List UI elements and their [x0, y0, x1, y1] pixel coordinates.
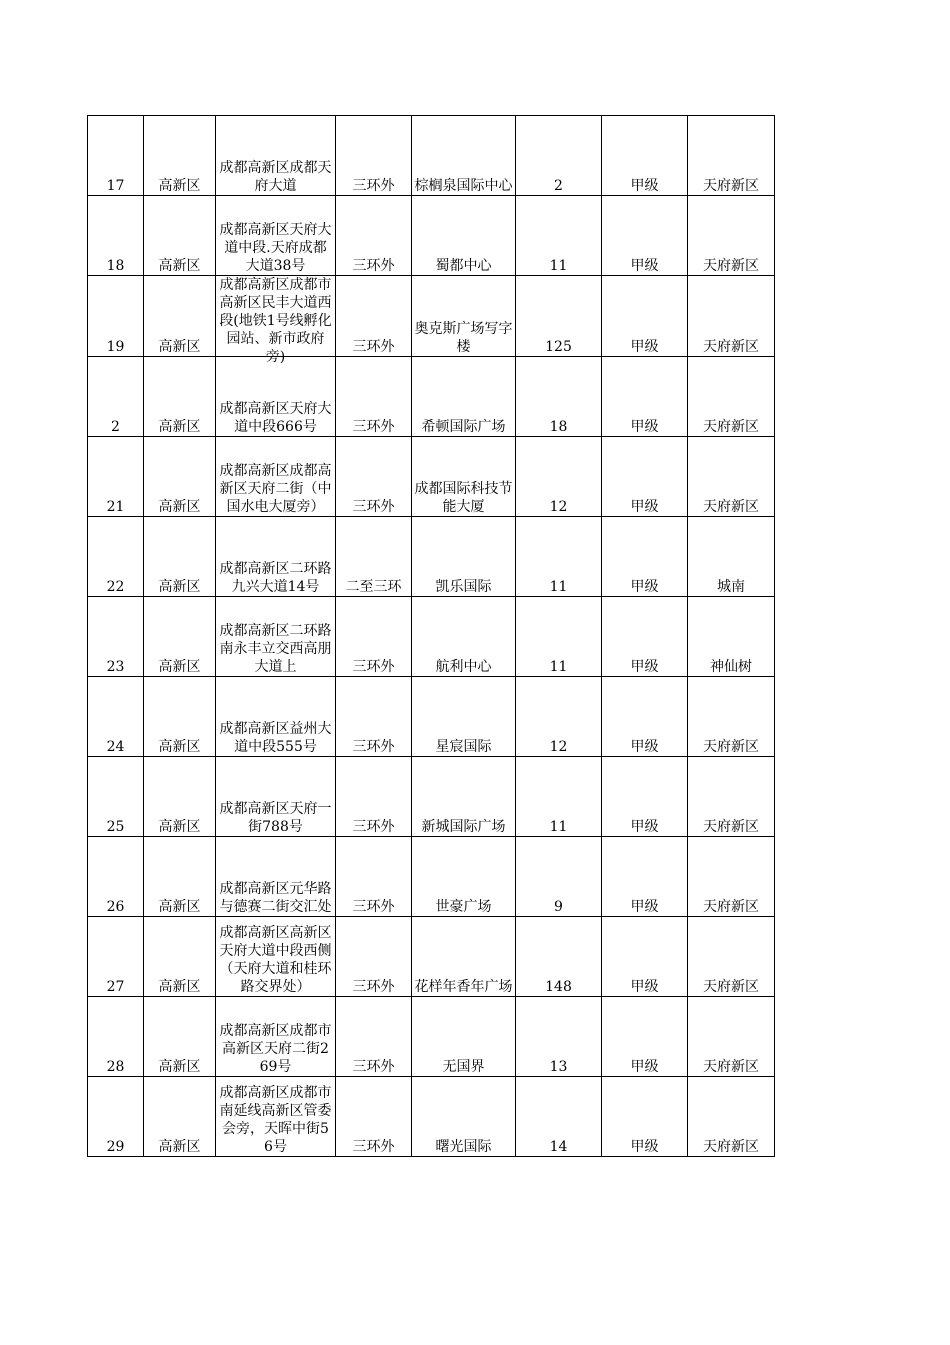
address-cell-text: 成都高新区天府一街788号 — [219, 801, 332, 835]
address-cell-text: 成都高新区天府大道中段.天府成都大道38号 — [219, 222, 332, 274]
ring-road-cell-text: 三环外 — [352, 739, 395, 755]
area-cell[interactable] — [688, 116, 775, 196]
ring-road-cell-text: 三环外 — [352, 819, 395, 835]
table-body — [88, 116, 775, 1157]
building-name-cell[interactable] — [412, 517, 516, 597]
ring-road-cell-text: 三环外 — [352, 899, 395, 915]
row-number-cell-text: 25 — [106, 819, 125, 835]
office-building-table — [87, 115, 775, 1157]
grade-cell[interactable] — [602, 757, 688, 837]
building-name-cell-text: 花样年香年广场 — [414, 979, 513, 995]
grade-cell-text: 甲级 — [630, 659, 659, 675]
row-number-cell-text: 23 — [106, 659, 125, 675]
grade-cell-text: 甲级 — [630, 579, 659, 595]
area-cell-text: 天府新区 — [703, 178, 759, 194]
ring-road-cell[interactable] — [336, 276, 412, 357]
address-cell[interactable] — [216, 517, 336, 597]
row-number-cell[interactable] — [88, 196, 144, 276]
ring-road-cell[interactable] — [336, 677, 412, 757]
grade-cell[interactable] — [602, 276, 688, 357]
row-number-cell[interactable] — [88, 437, 144, 517]
area-cell-text: 天府新区 — [703, 1059, 759, 1075]
row-number-cell-text: 24 — [106, 739, 125, 755]
area-cell[interactable] — [688, 757, 775, 837]
address-cell-text: 成都高新区天府大道中段666号 — [219, 401, 332, 435]
area-cell-text: 天府新区 — [703, 899, 759, 915]
area-cell[interactable] — [688, 517, 775, 597]
count-cell[interactable] — [516, 597, 602, 677]
row-number-cell-text: 28 — [106, 1059, 125, 1075]
address-cell[interactable] — [216, 917, 336, 997]
building-name-cell[interactable] — [412, 757, 516, 837]
ring-road-cell-text: 三环外 — [352, 419, 395, 435]
district-cell-text: 高新区 — [158, 258, 201, 274]
address-cell[interactable] — [216, 276, 336, 365]
count-cell-text: 148 — [545, 979, 572, 995]
address-cell[interactable] — [216, 757, 336, 837]
ring-road-cell-text: 三环外 — [352, 979, 395, 995]
district-cell[interactable] — [144, 517, 216, 597]
address-cell[interactable] — [216, 837, 336, 917]
building-name-cell[interactable] — [412, 677, 516, 757]
row-number-cell[interactable] — [88, 917, 144, 997]
count-cell-text: 18 — [549, 419, 568, 435]
district-cell-text: 高新区 — [158, 499, 201, 515]
address-cell-text: 成都高新区元华路与德赛二街交汇处 — [219, 881, 332, 915]
row-number-cell-text: 18 — [106, 258, 125, 274]
count-cell-text: 2 — [554, 178, 563, 194]
address-cell[interactable] — [216, 196, 336, 276]
count-cell[interactable] — [516, 196, 602, 276]
district-cell-text: 高新区 — [158, 1139, 201, 1155]
ring-road-cell-text: 三环外 — [352, 258, 395, 274]
row-number-cell-text: 19 — [106, 339, 125, 355]
ring-road-cell[interactable] — [336, 597, 412, 677]
building-name-cell[interactable] — [412, 437, 516, 517]
building-name-cell-text: 蜀都中心 — [435, 258, 492, 274]
row-number-cell[interactable] — [88, 677, 144, 757]
count-cell-text: 12 — [549, 739, 568, 755]
district-cell-text: 高新区 — [158, 339, 201, 355]
address-cell-text: 成都高新区成都天府大道 — [219, 160, 332, 194]
grade-cell[interactable] — [602, 437, 688, 517]
ring-road-cell-text: 三环外 — [352, 659, 395, 675]
grade-cell[interactable] — [602, 196, 688, 276]
building-name-cell[interactable] — [412, 1077, 516, 1157]
count-cell-text: 12 — [549, 499, 568, 515]
count-cell[interactable] — [516, 517, 602, 597]
address-cell[interactable] — [216, 437, 336, 517]
ring-road-cell-text: 三环外 — [352, 339, 395, 355]
area-cell[interactable] — [688, 276, 775, 357]
ring-road-cell-text: 三环外 — [352, 499, 395, 515]
district-cell[interactable] — [144, 1077, 216, 1157]
grade-cell-text: 甲级 — [630, 979, 659, 995]
address-cell[interactable] — [216, 1077, 336, 1157]
district-cell[interactable] — [144, 677, 216, 757]
area-cell[interactable] — [688, 357, 775, 437]
district-cell[interactable] — [144, 597, 216, 677]
grade-cell[interactable] — [602, 116, 688, 196]
district-cell-text: 高新区 — [158, 178, 201, 194]
building-name-cell-text: 奥克斯广场写字楼 — [414, 321, 513, 355]
district-cell-text: 高新区 — [158, 819, 201, 835]
area-cell-text: 天府新区 — [703, 258, 759, 274]
count-cell-text: 11 — [549, 659, 568, 675]
area-cell-text: 天府新区 — [703, 419, 759, 435]
building-name-cell[interactable] — [412, 196, 516, 276]
count-cell[interactable] — [516, 677, 602, 757]
row-number-cell[interactable] — [88, 116, 144, 196]
row-number-cell-text: 29 — [106, 1139, 125, 1155]
ring-road-cell[interactable] — [336, 1077, 412, 1157]
row-number-cell[interactable] — [88, 997, 144, 1077]
ring-road-cell[interactable] — [336, 357, 412, 437]
row-number-cell-text: 2 — [111, 419, 120, 435]
ring-road-cell[interactable] — [336, 116, 412, 196]
area-cell[interactable] — [688, 196, 775, 276]
row-number-cell-text: 27 — [106, 979, 125, 995]
ring-road-cell-text: 三环外 — [352, 1059, 395, 1075]
building-name-cell[interactable] — [412, 357, 516, 437]
count-cell-text: 9 — [554, 899, 563, 915]
table-row — [88, 276, 775, 357]
area-cell-text: 天府新区 — [703, 339, 759, 355]
row-number-cell-text: 26 — [106, 899, 125, 915]
district-cell[interactable] — [144, 437, 216, 517]
row-number-cell[interactable] — [88, 837, 144, 917]
grade-cell-text: 甲级 — [630, 1139, 659, 1155]
district-cell[interactable] — [144, 196, 216, 276]
building-name-cell[interactable] — [412, 116, 516, 196]
district-cell-text: 高新区 — [158, 739, 201, 755]
count-cell[interactable] — [516, 276, 602, 357]
building-name-cell-text: 航利中心 — [435, 659, 492, 675]
row-number-cell-text: 21 — [106, 499, 125, 515]
ring-road-cell-text: 二至三环 — [345, 579, 402, 595]
ring-road-cell[interactable] — [336, 437, 412, 517]
building-name-cell[interactable] — [412, 997, 516, 1077]
count-cell[interactable] — [516, 437, 602, 517]
count-cell-text: 11 — [549, 819, 568, 835]
district-cell[interactable] — [144, 116, 216, 196]
table-row — [88, 837, 775, 917]
district-cell-text: 高新区 — [158, 899, 201, 915]
grade-cell[interactable] — [602, 677, 688, 757]
address-cell[interactable] — [216, 997, 336, 1077]
grade-cell[interactable] — [602, 1077, 688, 1157]
count-cell-text: 11 — [549, 258, 568, 274]
grade-cell[interactable] — [602, 517, 688, 597]
row-number-cell[interactable] — [88, 517, 144, 597]
ring-road-cell[interactable] — [336, 917, 412, 997]
building-name-cell[interactable] — [412, 917, 516, 997]
table-row — [88, 917, 775, 997]
district-cell-text: 高新区 — [158, 579, 201, 595]
address-cell-text: 成都高新区成都市高新区天府二街269号 — [219, 1023, 332, 1075]
count-cell[interactable] — [516, 357, 602, 437]
grade-cell-text: 甲级 — [630, 899, 659, 915]
grade-cell[interactable] — [602, 997, 688, 1077]
grade-cell[interactable] — [602, 837, 688, 917]
table-row — [88, 437, 775, 517]
building-name-cell-text: 世豪广场 — [435, 899, 492, 915]
address-cell-text: 成都高新区成都市南延线高新区管委会旁，天晖中街56号 — [219, 1085, 332, 1155]
district-cell[interactable] — [144, 757, 216, 837]
grade-cell-text: 甲级 — [630, 1059, 659, 1075]
building-name-cell[interactable] — [412, 837, 516, 917]
building-name-cell-text: 凯乐国际 — [435, 579, 492, 595]
grade-cell[interactable] — [602, 917, 688, 997]
spreadsheet — [87, 115, 774, 1157]
building-name-cell-text: 新城国际广场 — [421, 819, 506, 835]
row-number-cell[interactable] — [88, 597, 144, 677]
count-cell-text: 13 — [549, 1059, 568, 1075]
area-cell-text: 天府新区 — [703, 739, 759, 755]
row-number-cell[interactable] — [88, 276, 144, 357]
address-cell-text: 成都高新区益州大道中段555号 — [219, 721, 332, 755]
ring-road-cell-text: 三环外 — [352, 178, 395, 194]
address-cell-text: 成都高新区高新区天府大道中段西侧（天府大道和桂环路交界处） — [219, 925, 332, 995]
table-row — [88, 677, 775, 757]
table-row — [88, 357, 775, 437]
table-row — [88, 116, 775, 196]
area-cell-text: 天府新区 — [703, 1139, 759, 1155]
address-cell[interactable] — [216, 677, 336, 757]
row-number-cell[interactable] — [88, 757, 144, 837]
district-cell[interactable] — [144, 276, 216, 357]
table-row — [88, 196, 775, 276]
address-cell[interactable] — [216, 597, 336, 677]
row-number-cell-text: 22 — [106, 579, 125, 595]
ring-road-cell[interactable] — [336, 997, 412, 1077]
area-cell[interactable] — [688, 437, 775, 517]
district-cell-text: 高新区 — [158, 659, 201, 675]
area-cell-text: 神仙树 — [710, 659, 752, 675]
area-cell-text: 天府新区 — [703, 819, 759, 835]
address-cell[interactable] — [216, 357, 336, 437]
district-cell-text: 高新区 — [158, 1059, 201, 1075]
grade-cell-text: 甲级 — [630, 339, 659, 355]
count-cell[interactable] — [516, 917, 602, 997]
grade-cell-text: 甲级 — [630, 419, 659, 435]
area-cell[interactable] — [688, 837, 775, 917]
area-cell[interactable] — [688, 597, 775, 677]
district-cell[interactable] — [144, 357, 216, 437]
ring-road-cell[interactable] — [336, 837, 412, 917]
count-cell[interactable] — [516, 837, 602, 917]
ring-road-cell[interactable] — [336, 196, 412, 276]
count-cell-text: 14 — [549, 1139, 568, 1155]
building-name-cell-text: 曙光国际 — [435, 1139, 492, 1155]
area-cell[interactable] — [688, 917, 775, 997]
row-number-cell[interactable] — [88, 1077, 144, 1157]
grade-cell-text: 甲级 — [630, 819, 659, 835]
building-name-cell-text: 星宸国际 — [435, 739, 492, 755]
district-cell-text: 高新区 — [158, 419, 201, 435]
district-cell[interactable] — [144, 997, 216, 1077]
address-cell-text: 成都高新区二环路九兴大道14号 — [219, 561, 332, 595]
district-cell-text: 高新区 — [158, 979, 201, 995]
grade-cell-text: 甲级 — [630, 499, 659, 515]
address-cell-text: 成都高新区成都市高新区民丰大道西段(地铁1号线孵化园站、新市政府旁) — [219, 277, 332, 365]
table-row — [88, 757, 775, 837]
grade-cell-text: 甲级 — [630, 178, 659, 194]
building-name-cell-text: 无国界 — [442, 1059, 485, 1075]
area-cell-text: 天府新区 — [703, 499, 759, 515]
address-cell-text: 成都高新区成都高新区天府二街（中国水电大厦旁） — [219, 463, 332, 515]
table-row — [88, 597, 775, 677]
ring-road-cell-text: 三环外 — [352, 1139, 395, 1155]
grade-cell-text: 甲级 — [630, 739, 659, 755]
row-number-cell[interactable] — [88, 357, 144, 437]
building-name-cell-text: 成都国际科技节能大厦 — [414, 481, 513, 515]
building-name-cell-text: 棕榈泉国际中心 — [414, 178, 513, 194]
count-cell[interactable] — [516, 1077, 602, 1157]
area-cell[interactable] — [688, 997, 775, 1077]
address-cell-text: 成都高新区二环路南永丰立交西高朋大道上 — [219, 623, 332, 675]
count-cell-text: 11 — [549, 579, 568, 595]
district-cell[interactable] — [144, 917, 216, 997]
grade-cell[interactable] — [602, 357, 688, 437]
ring-road-cell[interactable] — [336, 517, 412, 597]
count-cell[interactable] — [516, 997, 602, 1077]
row-number-cell-text: 17 — [106, 178, 125, 194]
grade-cell-text: 甲级 — [630, 258, 659, 274]
area-cell[interactable] — [688, 1077, 775, 1157]
district-cell[interactable] — [144, 837, 216, 917]
table-row — [88, 517, 775, 597]
area-cell[interactable] — [688, 677, 775, 757]
building-name-cell[interactable] — [412, 597, 516, 677]
address-cell[interactable] — [216, 116, 336, 196]
table-row — [88, 1077, 775, 1157]
count-cell[interactable] — [516, 116, 602, 196]
count-cell[interactable] — [516, 757, 602, 837]
building-name-cell[interactable] — [412, 276, 516, 357]
grade-cell[interactable] — [602, 597, 688, 677]
table-row — [88, 997, 775, 1077]
area-cell-text: 天府新区 — [703, 979, 759, 995]
ring-road-cell[interactable] — [336, 757, 412, 837]
building-name-cell-text: 希顿国际广场 — [421, 419, 506, 435]
area-cell-text: 城南 — [717, 579, 745, 595]
count-cell-text: 125 — [545, 339, 572, 355]
